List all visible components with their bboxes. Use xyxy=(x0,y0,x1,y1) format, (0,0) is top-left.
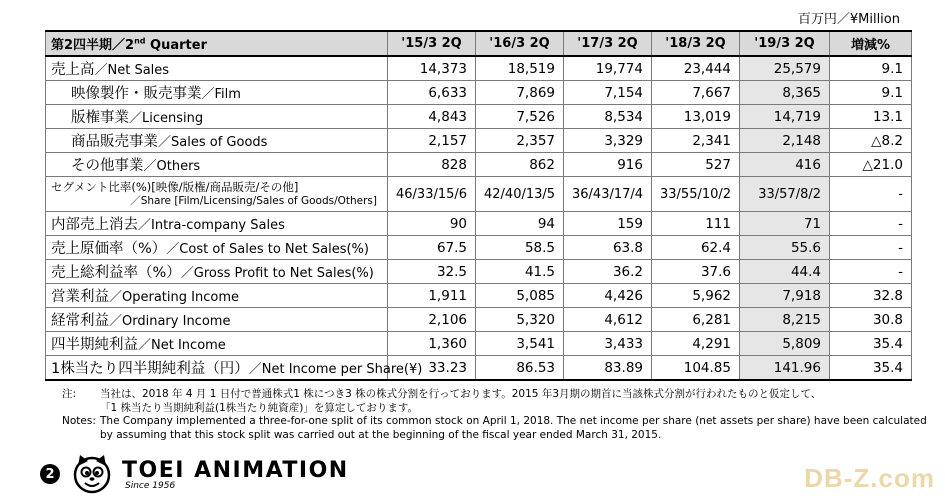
row-label-jp: 経常利益 xyxy=(51,313,109,329)
table-row xyxy=(46,129,912,153)
table-cell: - xyxy=(830,260,912,284)
table-cell: 828 xyxy=(388,153,476,177)
row-label-jp: 営業利益 xyxy=(51,289,109,305)
table-row xyxy=(46,177,912,212)
table-cell: 30.8 xyxy=(830,308,912,332)
table-cell: 2,157 xyxy=(388,129,476,153)
brand-since: Since 1956 xyxy=(125,480,176,491)
table-cell: 6,633 xyxy=(388,81,476,105)
table-cell: 44.4 xyxy=(740,260,830,284)
row-label-en: Ordinary Income xyxy=(122,314,231,329)
row-label-sep: ／ xyxy=(201,87,215,102)
row-label-jp: 商品販売事業 xyxy=(71,134,158,150)
notes-en-label: Notes: xyxy=(62,415,96,427)
row-label-jp: 売上総利益率（%） xyxy=(51,265,181,281)
row-label-sep: ／ xyxy=(138,218,152,233)
brand-name: TOEI ANIMATION xyxy=(122,457,349,483)
row-label-jp: 売上原価率（%） xyxy=(51,241,167,257)
row-label-jp: その他事業 xyxy=(71,158,144,174)
table-cell: 33.23 xyxy=(388,356,476,381)
row-label-sep: ／ xyxy=(143,159,157,174)
row-label-sep: ／ xyxy=(109,290,123,305)
table-cell: 86.53 xyxy=(476,356,564,381)
row-label xyxy=(46,177,388,212)
table-cell: 7,918 xyxy=(740,284,830,308)
row-label xyxy=(46,129,388,153)
table-cell: 25,579 xyxy=(740,56,830,81)
table-row xyxy=(46,332,912,356)
footer xyxy=(40,452,349,496)
row-label xyxy=(46,356,423,381)
table-cell: 2,148 xyxy=(740,129,830,153)
notes-jp-line2: 「1 株当たり当期純利益(1株当たり純資産)」を算定しております。 xyxy=(100,401,419,414)
row-label-en: Licensing xyxy=(142,111,204,126)
row-label-jp: 版権事業 xyxy=(71,110,129,126)
row-label-jp: セグメント比率(%)[映像/版権/商品販売/その他] xyxy=(51,180,299,194)
table-cell: - xyxy=(830,212,912,236)
table-cell: 62.4 xyxy=(652,236,740,260)
toei-cat-logo-icon xyxy=(70,452,114,496)
table-cell: 13.1 xyxy=(830,105,912,129)
column-header: '16/3 2Q xyxy=(476,31,564,56)
row-label xyxy=(46,56,388,81)
row-label-en: Net Income per Share(¥) xyxy=(261,362,423,377)
table-cell: - xyxy=(830,177,912,212)
table-cell: 19,774 xyxy=(564,56,652,81)
table-cell: 3,433 xyxy=(564,332,652,356)
notes-en-line1: The Company implemented a three-for-one split of its common stock on April 1, 2018. The net income per share (net assets per share) have been calculated xyxy=(100,415,927,427)
column-header: '15/3 2Q xyxy=(388,31,476,56)
table-cell: 13,019 xyxy=(652,105,740,129)
table-cell: 1,911 xyxy=(388,284,476,308)
table-cell: 71 xyxy=(740,212,830,236)
table-cell: 67.5 xyxy=(388,236,476,260)
table-cell: 8,215 xyxy=(740,308,830,332)
table-cell: 7,869 xyxy=(476,81,564,105)
table-row xyxy=(46,284,912,308)
table-cell: 42/40/13/5 xyxy=(476,177,564,212)
table-cell: 5,085 xyxy=(476,284,564,308)
table-cell: 4,426 xyxy=(564,284,652,308)
row-label-sep: ／ xyxy=(94,63,108,78)
table-cell: 159 xyxy=(564,212,652,236)
table-cell: △8.2 xyxy=(830,129,912,153)
table-cell: 3,329 xyxy=(564,129,652,153)
row-label-sep: ／ xyxy=(129,111,143,126)
row-label-sep: ／ xyxy=(248,362,262,377)
table-cell: 90 xyxy=(388,212,476,236)
row-label-jp: 内部売上消去 xyxy=(51,217,138,233)
table-cell: 7,154 xyxy=(564,81,652,105)
table-cell: 63.8 xyxy=(564,236,652,260)
table-cell: 5,962 xyxy=(652,284,740,308)
row-label xyxy=(46,153,388,177)
table-cell: 2,106 xyxy=(388,308,476,332)
row-label xyxy=(46,81,388,105)
table-cell: 14,373 xyxy=(388,56,476,81)
table-cell: 35.4 xyxy=(830,332,912,356)
table-cell: 8,365 xyxy=(740,81,830,105)
notes-jp-line1: 当社は、2018 年 4 月 1 日付で普通株式1 株につき3 株の株式分割を行っております。2015 年3月期の期首に当該株式分割が行われたものと仮定して、 xyxy=(100,388,822,400)
table-cell: 4,291 xyxy=(652,332,740,356)
table-cell: 58.5 xyxy=(476,236,564,260)
table-cell: 5,809 xyxy=(740,332,830,356)
table-cell: 36.2 xyxy=(564,260,652,284)
row-label-en: ／Share [Film/Licensing/Sales of Goods/Others] xyxy=(130,195,377,207)
table-row xyxy=(46,236,912,260)
table-cell: 35.4 xyxy=(830,356,912,381)
table-cell: 36/43/17/4 xyxy=(564,177,652,212)
row-label xyxy=(46,308,388,332)
table-cell: - xyxy=(830,236,912,260)
table-cell: 2,357 xyxy=(476,129,564,153)
table-row xyxy=(46,356,912,381)
row-label-sep: ／ xyxy=(180,266,194,281)
table-cell: 94 xyxy=(476,212,564,236)
table-cell: 41.5 xyxy=(476,260,564,284)
row-label-en: Film xyxy=(214,87,241,102)
row-label xyxy=(46,332,388,356)
row-label-jp: 四半期純利益 xyxy=(51,337,138,353)
column-header: '18/3 2Q xyxy=(652,31,740,56)
notes-jp-label: 注: xyxy=(62,388,77,400)
column-header: '19/3 2Q xyxy=(740,31,830,56)
row-label-sep: ／ xyxy=(166,242,180,257)
table-cell: 7,526 xyxy=(476,105,564,129)
notes xyxy=(62,388,927,442)
row-label-en: Cost of Sales to Net Sales(%) xyxy=(179,242,369,257)
row-label-jp: 売上高 xyxy=(51,62,95,78)
table-cell: △21.0 xyxy=(830,153,912,177)
table-cell: 32.5 xyxy=(388,260,476,284)
column-header: 増減% xyxy=(830,31,912,56)
table-cell: 4,843 xyxy=(388,105,476,129)
table-cell: 104.85 xyxy=(652,356,740,381)
table-cell: 18,519 xyxy=(476,56,564,81)
table-cell: 416 xyxy=(740,153,830,177)
row-label xyxy=(46,284,388,308)
table-cell: 9.1 xyxy=(830,56,912,81)
table-row xyxy=(46,308,912,332)
table-cell: 916 xyxy=(564,153,652,177)
row-label xyxy=(46,105,388,129)
table-cell: 8,534 xyxy=(564,105,652,129)
table-cell: 3,541 xyxy=(476,332,564,356)
row-label-en: Others xyxy=(156,159,201,174)
column-header: '17/3 2Q xyxy=(564,31,652,56)
row-label-en: Sales of Goods xyxy=(171,135,268,150)
table-cell: 7,667 xyxy=(652,81,740,105)
brand xyxy=(122,458,349,491)
table-cell: 2,341 xyxy=(652,129,740,153)
table-cell: 4,612 xyxy=(564,308,652,332)
row-label xyxy=(46,212,388,236)
table-cell: 33/55/10/2 xyxy=(652,177,740,212)
table-row xyxy=(46,260,912,284)
table-row xyxy=(46,56,912,81)
table-row xyxy=(46,81,912,105)
row-label-en: Intra-company Sales xyxy=(151,218,285,233)
row-label-sep: ／ xyxy=(138,338,152,353)
row-label-en: Net Sales xyxy=(107,63,170,78)
row-label-sep: ／ xyxy=(158,135,172,150)
row-label-en: Net Income xyxy=(151,338,226,353)
table-cell: 33/57/8/2 xyxy=(740,177,830,212)
header-title: 第2四半期／2nd Quarter xyxy=(46,31,388,56)
row-label-en: Operating Income xyxy=(122,290,239,305)
unit-label: 百万円／¥Million xyxy=(797,12,900,27)
table-row xyxy=(46,105,912,129)
row-label xyxy=(46,260,388,284)
row-label xyxy=(46,236,388,260)
table-cell: 111 xyxy=(652,212,740,236)
table-cell: 55.6 xyxy=(740,236,830,260)
row-label-jp: 1株当たり四半期純利益（円） xyxy=(51,361,249,377)
table-cell: 1,360 xyxy=(388,332,476,356)
table-cell: 83.89 xyxy=(564,356,652,381)
table-cell: 14,719 xyxy=(740,105,830,129)
notes-en-line2: by assuming that this stock split was carried out at the beginning of the fiscal year ended March 31, 2015. xyxy=(100,428,662,441)
table-cell: 6,281 xyxy=(652,308,740,332)
row-label-en: Gross Profit to Net Sales(%) xyxy=(193,266,374,281)
table-header-row xyxy=(46,31,912,56)
table-cell: 141.96 xyxy=(740,356,830,381)
table-cell: 32.8 xyxy=(830,284,912,308)
table-cell: 46/33/15/6 xyxy=(388,177,476,212)
page-number: 2 xyxy=(40,464,60,484)
watermark: DB-Z.com xyxy=(804,463,935,493)
table-cell: 5,320 xyxy=(476,308,564,332)
table-cell: 37.6 xyxy=(652,260,740,284)
table-cell: 23,444 xyxy=(652,56,740,81)
row-label-jp: 映像製作・販売事業 xyxy=(71,86,202,102)
financial-table xyxy=(45,30,912,381)
table-cell: 9.1 xyxy=(830,81,912,105)
table-row xyxy=(46,153,912,177)
table-cell: 862 xyxy=(476,153,564,177)
table-row xyxy=(46,212,912,236)
row-label-sep: ／ xyxy=(109,314,123,329)
table-cell: 527 xyxy=(652,153,740,177)
